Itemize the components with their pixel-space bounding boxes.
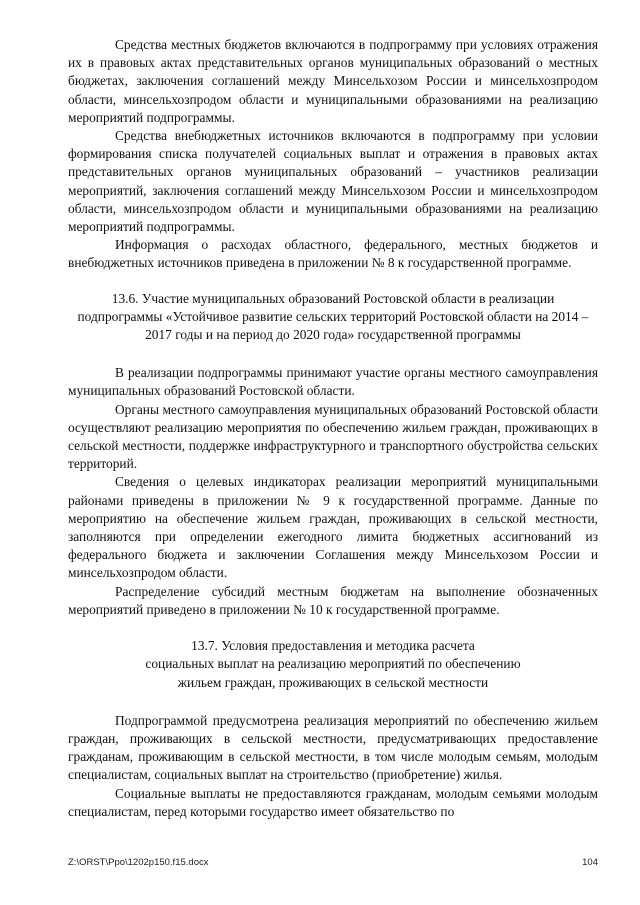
section-heading-13-7-line-1: 13.7. Условия предоставления и методика расчета xyxy=(191,638,475,654)
paragraph-housing-measures: Подпрограммой предусмотрена реализация мероприятий по обеспечению жильем граждан, проживающих в сельской местности, предусматривающих предоставление гражданам, проживающим в сельской местности, в том числе молодым семьям, молодым специалистам, социальных выплат на строительство (приобретение) жилья. xyxy=(68,712,598,783)
footer-page-number: 104 xyxy=(582,857,598,868)
paragraph-extrabudgetary-sources: Средства внебюджетных источников включаются в подпрограмму при условии формирования списка получателей социальных выплат и отражения в правовых актах представительных органов муниципальных образований – участников реализации мероприятий, заключения соглашений между Минсельхозом России и минсельхозпродом области, минсельхозпродом области и муниципальными образованиями на реализацию мероприятий подпрограммы. xyxy=(68,128,598,235)
paragraph-expenses-info: Информация о расходах областного, федерального, местных бюджетов и внебюджетных источников приведена в приложении № 8 к государственной программе. xyxy=(68,237,598,271)
page-footer xyxy=(68,857,598,868)
paragraph-local-government: Органы местного самоуправления муниципальных образований Ростовской области осуществляют реализацию мероприятия по обеспечению жильем граждан, проживающих в сельской местности, поддержке инфраструктурного и транспортного обустройства сельских территорий. xyxy=(68,401,598,472)
section-heading-13-7-line-3: жильем граждан, проживающих в сельской местности xyxy=(177,674,489,690)
footer-file-path: Z:\ORST\Ppo\1202p150.f15.docx xyxy=(68,857,209,868)
paragraph-local-budgets: Средства местных бюджетов включаются в подпрограмму при условиях отражения их в правовых актах представительных органов муниципальных образований о местных бюджетах, заключения соглашений между Минсельхозом России и минсельхозпродом области, минсельхозпродом области и муниципальными образованиями на реализацию мероприятий подпрограммы. xyxy=(68,37,598,125)
section-heading-13-7-line-2: социальных выплат на реализацию мероприятий по обеспечению xyxy=(145,656,521,672)
paragraph-target-indicators: Сведения о целевых индикаторах реализации мероприятий муниципальными районами приведены в приложении № 9 к государственной программе. Данные по мероприятию на обеспечение жильем граждан, проживающих в сельской местности, заполняются при определении ежегодного лимита бюджетных ассигнований из федерального бюджета и заключении Соглашения между Минсельхозом России и минсельхозпродом области. xyxy=(68,474,598,581)
document-body xyxy=(68,36,598,821)
section-heading-13-6: 13.6. Участие муниципальных образований Ростовской области в реализации подпрограммы «Устойчивое развитие сельских территорий Ростовской области на 2014 – 2017 годы и на период до 2020 года» государственной программы xyxy=(77,290,589,343)
paragraph-subsidy-distribution: Распределение субсидий местным бюджетам на выполнение обозначенных мероприятий приведено в приложении № 10 к государственной программе. xyxy=(68,583,598,617)
section-heading-13-7 xyxy=(68,637,598,692)
paragraph-social-payments-exclusion: Социальные выплаты не предоставляются гражданам, молодым семьями молодым специалистам, перед которыми государство имеет обязательство по xyxy=(68,785,598,819)
paragraph-participants: В реализации подпрограммы принимают участие органы местного самоуправления муниципальных образований Ростовской области. xyxy=(68,365,598,399)
